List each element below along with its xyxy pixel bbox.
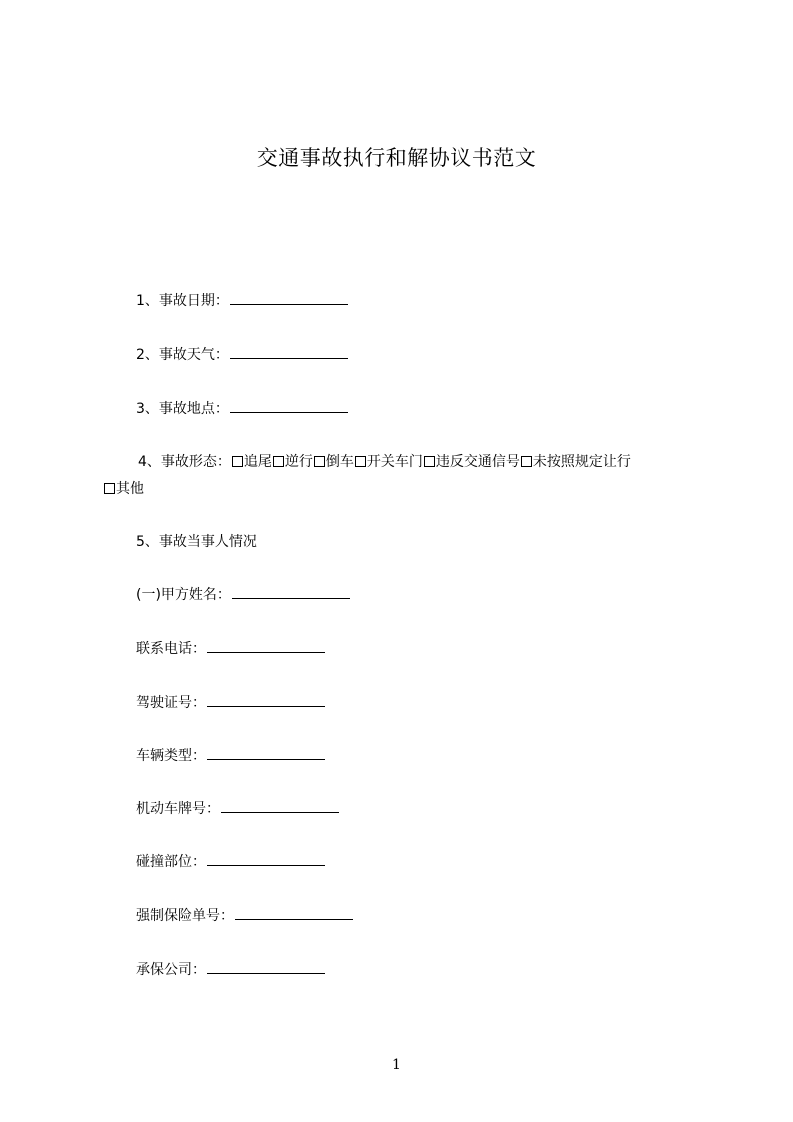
insurance-row <box>136 905 353 926</box>
license-label: 驾驶证号： <box>136 695 206 711</box>
accident-location-label: 3、事故地点： <box>136 401 229 417</box>
collision-label: 碰撞部位： <box>136 854 206 870</box>
option-other: 其他 <box>116 481 144 497</box>
accident-form-row <box>138 452 631 472</box>
accident-weather-blank[interactable] <box>230 344 348 359</box>
option-wrong-way: 逆行 <box>284 454 313 470</box>
accident-location-blank[interactable] <box>230 398 348 413</box>
accident-weather-label: 2、事故天气： <box>136 347 229 363</box>
accident-date-row <box>136 290 348 311</box>
party-a-name-label: (一)甲方姓名： <box>136 587 231 603</box>
insurer-row <box>136 959 325 980</box>
insurer-label: 承保公司： <box>136 962 206 978</box>
option-reversing: 倒车 <box>325 454 354 470</box>
collision-row <box>136 851 325 872</box>
license-blank[interactable] <box>207 692 325 707</box>
phone-blank[interactable] <box>207 638 325 653</box>
accident-form-label: 4、事故形态： <box>138 454 231 470</box>
insurer-blank[interactable] <box>207 959 325 974</box>
option-rear-end: 追尾 <box>243 454 272 470</box>
checkbox-failure-to-yield[interactable] <box>521 456 532 467</box>
plate-row <box>136 798 339 819</box>
page-number: 1 <box>392 1057 401 1073</box>
accident-date-blank[interactable] <box>230 290 348 305</box>
party-a-name-blank[interactable] <box>232 584 350 599</box>
checkbox-rear-end[interactable] <box>232 456 243 467</box>
parties-heading: 5、事故当事人情况 <box>136 534 257 550</box>
checkbox-reversing[interactable] <box>314 456 325 467</box>
checkbox-signal-violation[interactable] <box>424 456 435 467</box>
vehicle-type-row <box>136 745 325 766</box>
option-failure-to-yield: 未按照规定让行 <box>532 454 631 470</box>
vehicle-type-label: 车辆类型： <box>136 748 206 764</box>
accident-weather-row <box>136 344 348 365</box>
checkbox-door-opening[interactable] <box>355 456 366 467</box>
plate-blank[interactable] <box>221 798 339 813</box>
insurance-label: 强制保险单号： <box>136 908 234 924</box>
phone-label: 联系电话： <box>136 641 206 657</box>
document-title: 交通事故执行和解协议书范文 <box>256 146 537 170</box>
collision-blank[interactable] <box>207 851 325 866</box>
accident-form-row-continued <box>104 479 144 499</box>
party-a-name-row <box>136 584 350 605</box>
accident-date-label: 1、事故日期： <box>136 293 229 309</box>
insurance-blank[interactable] <box>235 905 353 920</box>
plate-label: 机动车牌号： <box>136 801 220 817</box>
phone-row <box>136 638 325 659</box>
license-row <box>136 692 325 713</box>
option-signal-violation: 违反交通信号 <box>435 454 520 470</box>
checkbox-wrong-way[interactable] <box>273 456 284 467</box>
accident-location-row <box>136 398 348 419</box>
vehicle-type-blank[interactable] <box>207 745 325 760</box>
option-door-opening: 开关车门 <box>366 454 423 470</box>
checkbox-other[interactable] <box>104 483 115 494</box>
